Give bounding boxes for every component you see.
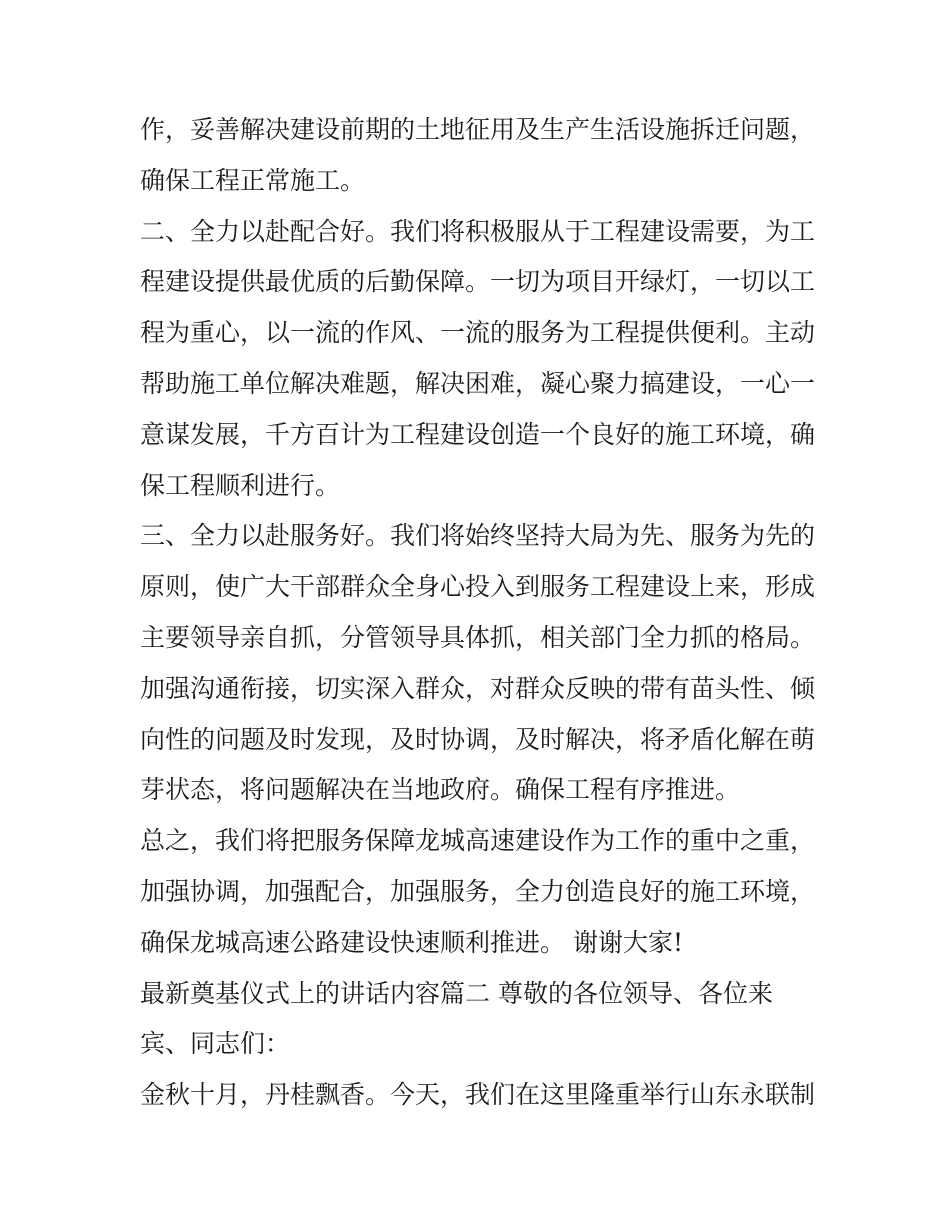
text-line: 作，妥善解决建设前期的土地征用及生产生活设施拆迁问题， xyxy=(140,115,816,144)
text-line: 总之，我们将把服务保障龙城高速建设作为工作的重中之重， xyxy=(140,826,816,856)
text-line: 保工程顺利进行。 xyxy=(140,470,341,500)
text-line: 金秋十月，丹桂飘香。今天，我们在这里隆重举行山东永联制 xyxy=(140,1080,816,1110)
text-line: 二、全力以赴配合好。我们将积极服从于工程建设需要，为工 xyxy=(140,216,816,246)
text-line: 宾、同志们： xyxy=(140,1029,291,1059)
text-line: 确保工程正常施工。 xyxy=(140,165,366,195)
text-line: 程建设提供最优质的后勤保障。一切为项目开绿灯，一切以工 xyxy=(140,267,816,297)
text-line: 原则，使广大干部群众全身心投入到服务工程建设上来，形成 xyxy=(140,572,816,602)
text-line: 意谋发展，千方百计为工程建设创造一个良好的施工环境，确 xyxy=(140,419,816,449)
text-line: 三、全力以赴服务好。我们将始终坚持大局为先、服务为先的 xyxy=(140,521,816,551)
text-line: 芽状态，将问题解决在当地政府。确保工程有序推进。 xyxy=(140,775,741,805)
section-heading-line: 最新奠基仪式上的讲话内容篇二 尊敬的各位领导、各位来 xyxy=(140,978,773,1008)
text-line: 程为重心，以一流的作风、一流的服务为工程提供便利。主动 xyxy=(140,318,816,348)
text-line: 主要领导亲自抓，分管领导具体抓，相关部门全力抓的格局。 xyxy=(140,622,816,652)
text-line: 向性的问题及时发现，及时协调，及时解决，将矛盾化解在萌 xyxy=(140,724,816,754)
text-line: 加强沟通衔接，切实深入群众，对群众反映的带有苗头性、倾 xyxy=(140,673,816,703)
text-line: 加强协调，加强配合，加强服务，全力创造良好的施工环境， xyxy=(140,876,816,906)
body-text xyxy=(140,105,830,1121)
text-line: 帮助施工单位解决难题，解决困难，凝心聚力搞建设，一心一 xyxy=(140,368,816,398)
text-line: 确保龙城高速公路建设快速顺利推进。 谢谢大家! xyxy=(140,927,683,957)
